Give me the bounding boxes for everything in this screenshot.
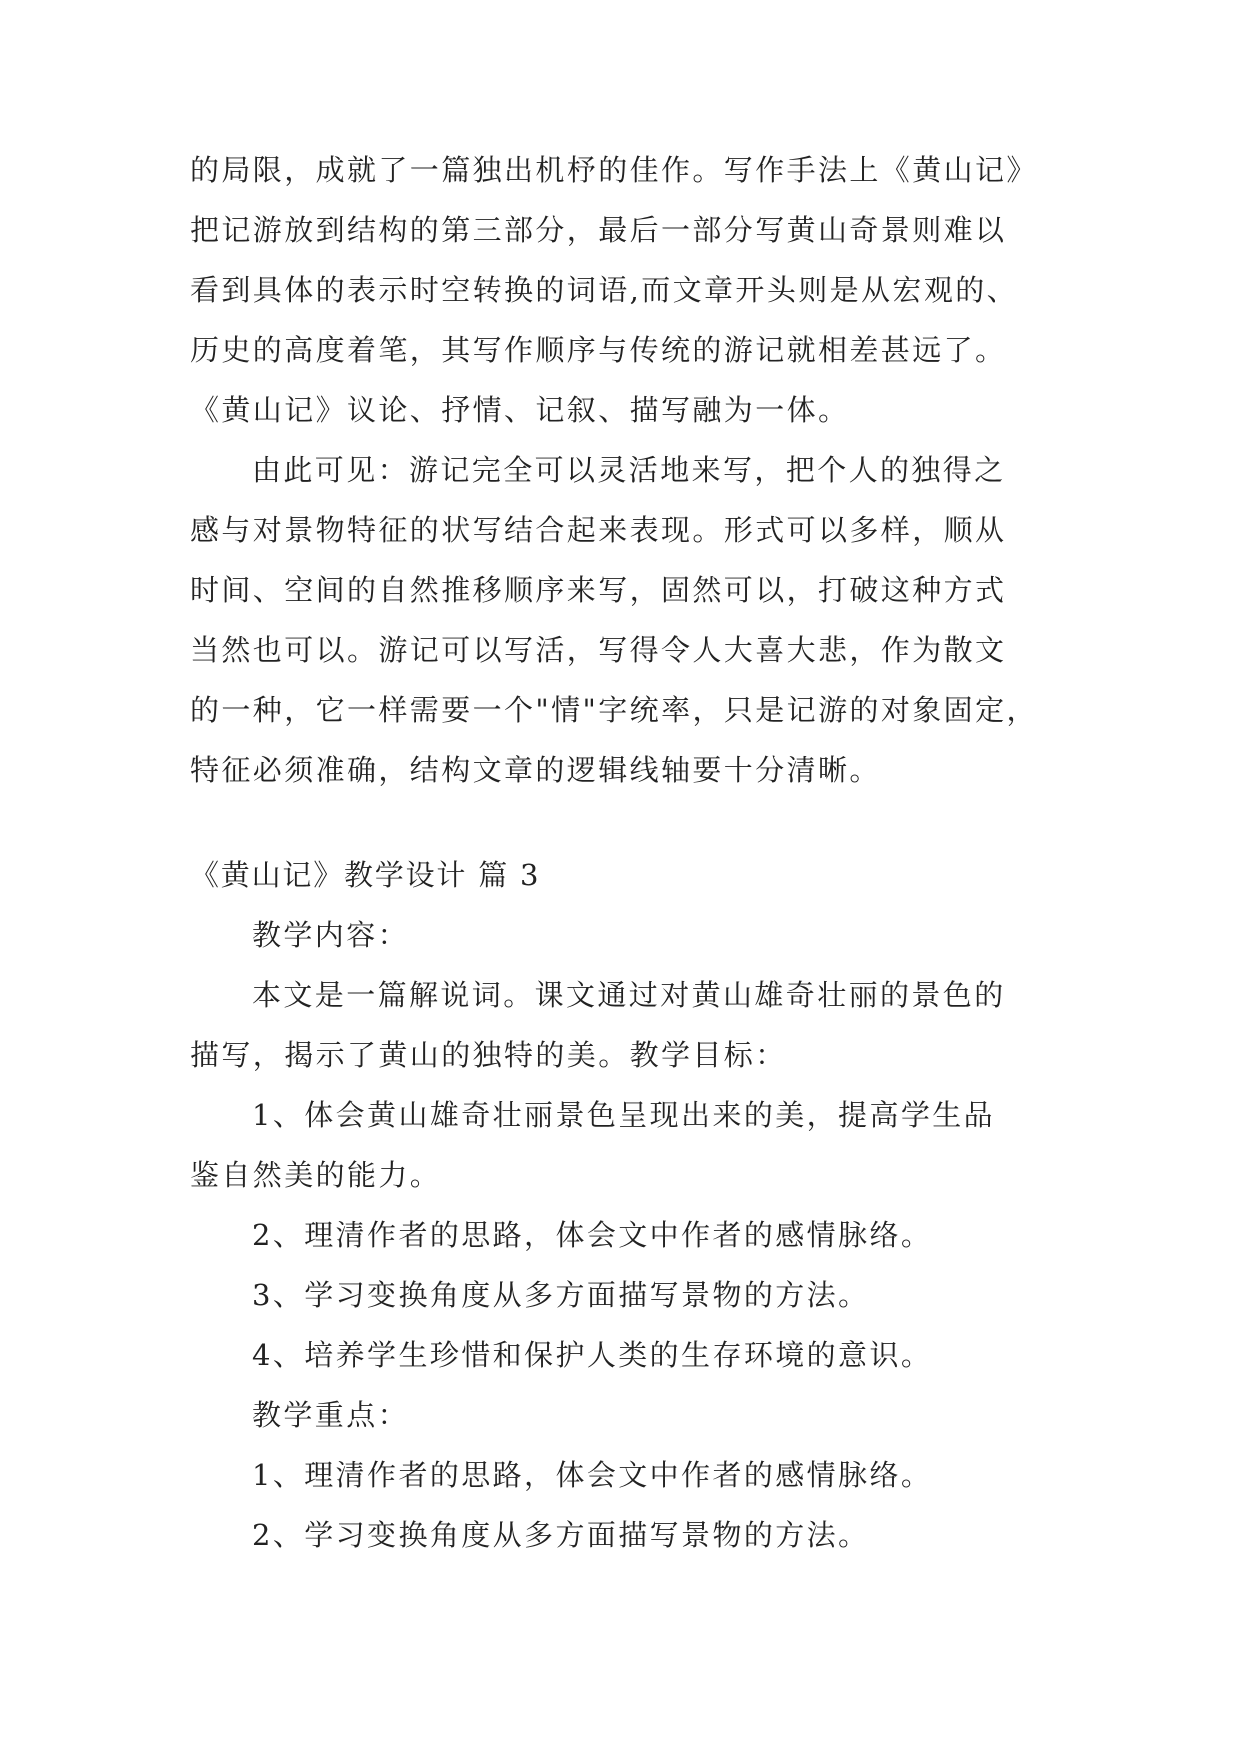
paragraph-line: 特征必须准确，结构文章的逻辑线轴要十分清晰。 (190, 753, 881, 787)
paragraph-line: 教学重点： (252, 1398, 410, 1432)
paragraph-line: 2、理清作者的思路，体会文中作者的感情脉络。 (252, 1218, 933, 1252)
paragraph-line: 鉴自然美的能力。 (190, 1158, 442, 1192)
paragraph-line: 当然也可以。游记可以写活，写得令人大喜大悲，作为散文 (190, 633, 1007, 667)
paragraph-line: 历史的高度着笔，其写作顺序与传统的游记就相差甚远了。 (190, 333, 1007, 367)
paragraph-line: 1、体会黄山雄奇壮丽景色呈现出来的美，提高学生品 (252, 1098, 996, 1132)
section-heading: 《黄山记》教学设计 篇 3 (190, 858, 541, 892)
paragraph-line: 看到具体的表示时空转换的词语,而文章开头则是从宏观的、 (190, 273, 1019, 307)
paragraph-line: 把记游放到结构的第三部分，最后一部分写黄山奇景则难以 (190, 213, 1007, 247)
paragraph-line: 本文是一篇解说词。课文通过对黄山雄奇壮丽的景色的 (252, 978, 1006, 1012)
paragraph-line: 的局限，成就了一篇独出机杼的佳作。写作手法上《黄山记》 (190, 153, 1038, 187)
paragraph-line: 由此可见：游记完全可以灵活地来写，把个人的独得之 (252, 453, 1006, 487)
paragraph-line: 描写，揭示了黄山的独特的美。教学目标： (190, 1038, 787, 1072)
paragraph-line: 时间、空间的自然推移顺序来写，固然可以，打破这种方式 (190, 573, 1007, 607)
paragraph-line: 的一种，它一样需要一个"情"字统率，只是记游的对象固定， (190, 693, 1038, 727)
paragraph-line: 感与对景物特征的状写结合起来表现。形式可以多样，顺从 (190, 513, 1007, 547)
paragraph-line: 2、学习变换角度从多方面描写景物的方法。 (252, 1518, 870, 1552)
paragraph-line: 教学内容： (252, 918, 410, 952)
paragraph-line: 3、学习变换角度从多方面描写景物的方法。 (252, 1278, 870, 1312)
paragraph-line: 《黄山记》议论、抒情、记叙、描写融为一体。 (190, 393, 850, 427)
paragraph-line: 4、培养学生珍惜和保护人类的生存环境的意识。 (252, 1338, 933, 1372)
paragraph-line: 1、理清作者的思路，体会文中作者的感情脉络。 (252, 1458, 933, 1492)
